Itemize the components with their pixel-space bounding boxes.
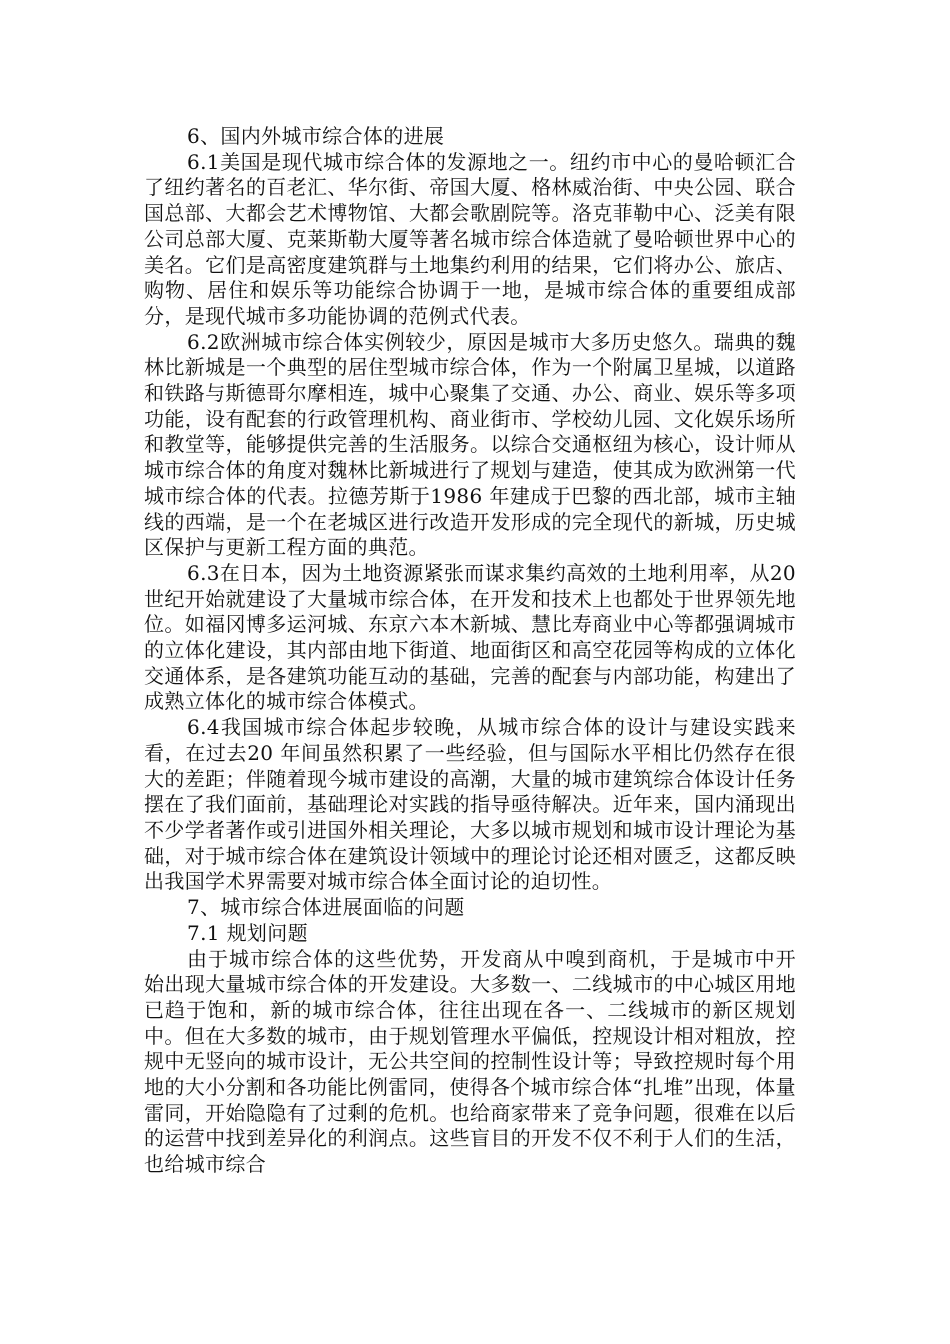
paragraph-6-3: 6.3在日本，因为土地资源紧张而谋求集约高效的土地利用率，从20 世纪开始就建设了大量城市综合体，在开发和技术上也都处于世界领先地位。如福冈博多运河城、东京六本木新城、慧比寿商业中心等都强调城市的立体化建设，其内部由地下街道、地面街区和高空花园等构成的立体化交通体系，是各建筑功能互动的基础，完善的配套与内部功能，构建出了成熟立体化的城市综合体模式。	[144, 560, 796, 714]
section-heading-7: 7、城市综合体进展面临的问题	[187, 895, 465, 920]
document-body	[144, 124, 796, 1178]
paragraph-6-4: 6.4我国城市综合体起步较晚，从城市综合体的设计与建设实践来看，在过去20 年间虽然积累了一些经验，但与国际水平相比仍然存在很大的差距；伴随着现今城市建设的高潮，大量的城市建筑综合体设计任务摆在了我们面前，基础理论对实践的指导亟待解决。近年来，国内涌现出不少学者著作或引进国外相关理论，大多以城市规划和城市设计理论为基础，对于城市综合体在建筑设计领域中的理论讨论还相对匮乏，这都反映出我国学术界需要对城市综合体全面讨论的迫切性。	[144, 715, 796, 894]
section-heading-6: 6、国内外城市综合体的进展	[187, 124, 445, 148]
paragraph-6-2: 6.2欧洲城市综合体实例较少，原因是城市大多历史悠久。瑞典的魏林比新城是一个典型的居住型城市综合体，作为一个附属卫星城，以道路和铁路与斯德哥尔摩相连，城中心聚集了交通、办公、商业、娱乐等多项功能，设有配套的行政管理机构、商业街市、学校幼儿园、文化娱乐场所和教堂等，能够提供完善的生活服务。以综合交通枢纽为核心，设计师从城市综合体的角度对魏林比新城进行了规划与建造，使其成为欧洲第一代城市综合体的代表。拉德芳斯于1986 年建成于巴黎的西北部，城市主轴线的西端，是一个在老城区进行改造开发形成的完全现代的新城，历史城区保护与更新工程方面的典范。	[144, 329, 796, 560]
paragraph-6-1: 6.1美国是现代城市综合体的发源地之一。纽约市中心的曼哈顿汇合了纽约著名的百老汇、华尔街、帝国大厦、格林威治街、中央公园、联合国总部、大都会艺术博物馆、大都会歌剧院等。洛克菲勒中心、泛美有限公司总部大厦、克莱斯勒大厦等著名城市综合体造就了曼哈顿世界中心的美名。它们是高密度建筑群与土地集约利用的结果，它们将办公、旅店、购物、居住和娱乐等功能综合协调于一地，是城市综合体的重要组成部分，是现代城市多功能协调的范例式代表。	[144, 149, 796, 328]
paragraph-7-1: 由于城市综合体的这些优势，开发商从中嗅到商机，于是城市中开始出现大量城市综合体的开发建设。大多数一、二线城市的中心城区用地已趋于饱和，新的城市综合体，往往出现在各一、二线城市的新区规划中。但在大多数的城市，由于规划管理水平偏低，控规设计相对粗放，控规中无竖向的城市设计，无公共空间的控制性设计等；导致控规时每个用地的大小分割和各功能比例雷同，使得各个城市综合体“扎堆”出现，体量雷同，开始隐隐有了过剩的危机。也给商家带来了竞争问题，很难在以后的运营中找到差异化的利润点。这些盲目的开发不仅不利于人们的生活，也给城市综合	[144, 946, 796, 1177]
subsection-heading-7-1: 7.1 规划问题	[187, 920, 308, 945]
